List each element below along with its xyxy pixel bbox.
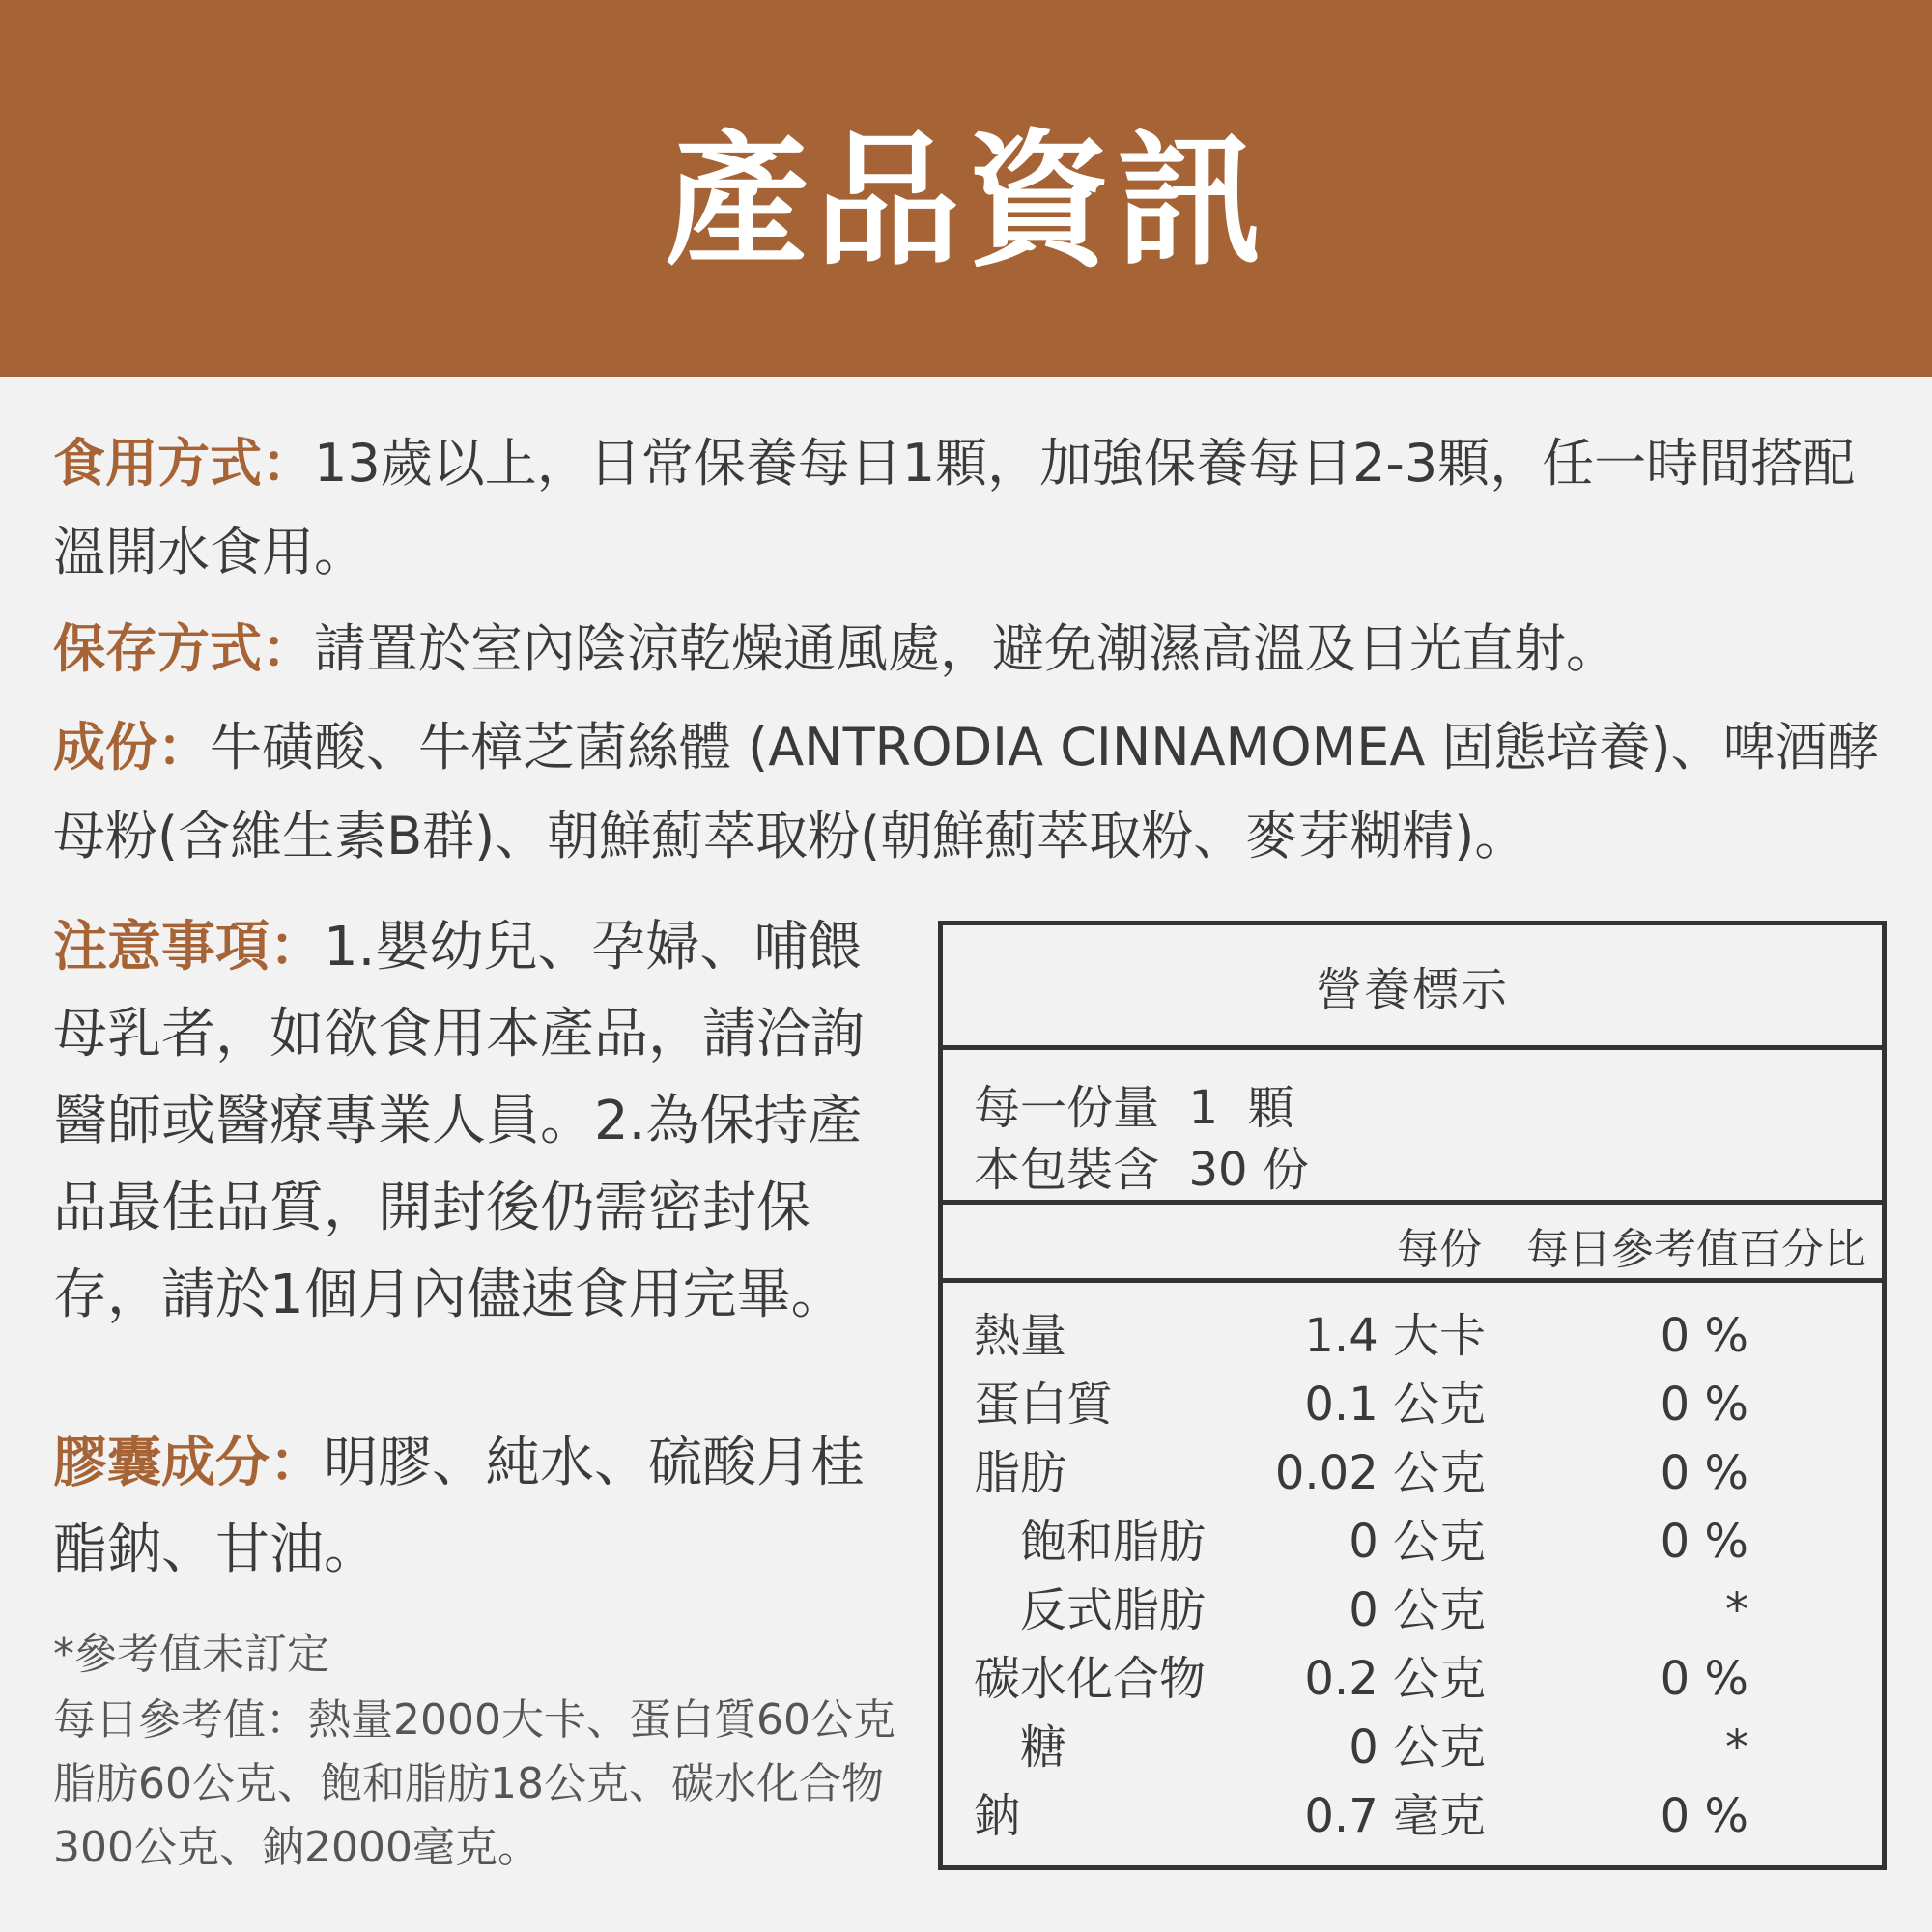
notes-label: 注意事項： [53,916,324,979]
per-serving-header: 每份 [1397,1225,1482,1274]
capsule-text: 明膠、純水、硫酸月桂酯鈉、甘油。 [53,1432,865,1581]
ingredients-paragraph [53,703,1889,881]
nutrient-name: 脂肪 [974,1446,1067,1500]
nutrient-amount: 1.4 大卡 [1304,1309,1486,1363]
nutrient-amount: 0.2 公克 [1304,1652,1486,1706]
serving-info [943,1050,1882,1205]
daily-value-header: 每日參考值百分比 [1526,1225,1866,1274]
nutrient-row [943,1371,1882,1439]
nutrient-amount: 0 公克 [1349,1515,1486,1569]
usage-label: 食用方式： [53,433,314,494]
capsule-label: 膠囊成分： [53,1432,324,1494]
capsule-paragraph [53,1420,913,1594]
nutrition-facts-panel [938,921,1887,1870]
nutrient-amount: 0 公克 [1349,1583,1486,1637]
nutrient-percent: 0 % [1660,1446,1748,1500]
usage-paragraph [53,419,1889,597]
storage-paragraph [53,605,1889,694]
notes-paragraph [53,904,913,1339]
ingredients-label: 成份： [53,717,210,778]
notes-text: 1.嬰幼兒、孕婦、哺餵母乳者，如欲食用本產品，請洽詢醫師或醫療專業人員。2.為保持產品最佳品質，開封後仍需密封保存，請於1個月內儘速食用完畢。 [53,916,865,1326]
nutrient-percent: * [1725,1583,1748,1637]
nutrient-percent: * [1725,1720,1748,1775]
servings-per-pack: 本包裝含 30 份 [974,1143,1309,1197]
nutrition-title: 營養標示 [943,925,1882,1050]
nutrient-amount: 0.7 毫克 [1304,1789,1486,1843]
header-banner [0,0,1932,377]
serving-size: 每一份量 1 顆 [974,1081,1294,1135]
nutrient-row [943,1439,1882,1508]
nutrient-name: 鈉 [974,1789,1021,1843]
storage-label: 保存方式： [53,618,314,679]
nutrient-name: 碳水化合物 [974,1652,1207,1706]
nutrient-row [943,1508,1882,1577]
nutrient-percent: 0 % [1660,1515,1748,1569]
nutrient-percent: 0 % [1660,1309,1748,1363]
nutrient-name: 蛋白質 [974,1378,1114,1432]
usage-text: 13歲以上，日常保養每日1顆，加強保養每日2-3顆，任一時間搭配溫開水食用。 [53,433,1856,582]
storage-text: 請置於室內陰涼乾燥通風處，避免潮濕高溫及日光直射。 [314,618,1618,679]
daily-reference-note: 每日參考值：熱量2000大卡、蛋白質60公克脂肪60公克、飽和脂肪18公克、碳水化合物300公克、鈉2000毫克。 [53,1695,895,1872]
nutrient-row [943,1645,1882,1714]
nutrient-amount: 0.02 公克 [1274,1446,1486,1500]
nutrient-row [943,1714,1882,1782]
nutrient-percent: 0 % [1660,1789,1748,1843]
nutrition-rows [943,1283,1882,1851]
nutrient-row [943,1782,1882,1851]
nutrient-amount: 0.1 公克 [1304,1378,1486,1432]
nutrition-column-headers [943,1205,1882,1283]
reference-footnote: *參考值未訂定 [53,1630,329,1679]
page-title: 產品資訊 [664,118,1267,286]
nutrient-row [943,1302,1882,1371]
nutrient-name: 熱量 [974,1309,1067,1363]
nutrient-name: 飽和脂肪 [1020,1515,1207,1569]
nutrient-row [943,1577,1882,1645]
nutrient-name: 反式脂肪 [1020,1583,1207,1637]
nutrient-amount: 0 公克 [1349,1720,1486,1775]
nutrient-percent: 0 % [1660,1652,1748,1706]
nutrient-name: 糖 [1020,1720,1067,1775]
nutrient-percent: 0 % [1660,1378,1748,1432]
ingredients-text: 牛磺酸、牛樟芝菌絲體 (ANTRODIA CINNAMOMEA 固態培養)、啤酒酵母粉(含維生素B群)、朝鮮薊萃取粉(朝鮮薊萃取粉、麥芽糊精)。 [53,717,1880,867]
